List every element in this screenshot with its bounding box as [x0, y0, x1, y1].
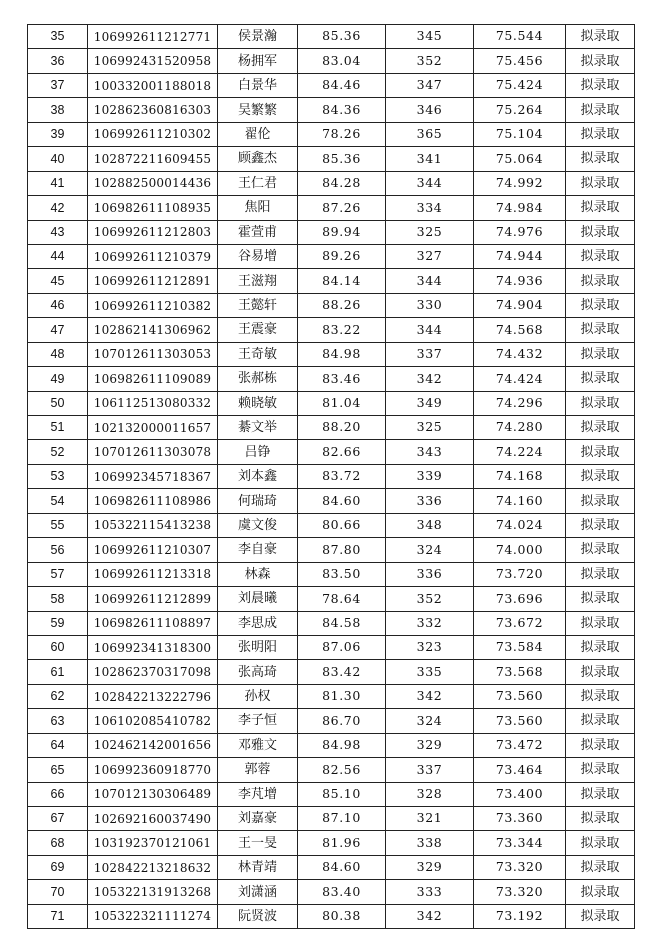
written-score: 337 [386, 342, 474, 366]
candidate-id: 106992611210307 [88, 538, 218, 562]
written-score: 349 [386, 391, 474, 415]
interview-score: 78.26 [298, 122, 386, 146]
interview-score: 84.60 [298, 489, 386, 513]
candidate-id: 105322321111274 [88, 904, 218, 928]
candidate-name: 邓雅文 [218, 733, 298, 757]
candidate-name: 刘本鑫 [218, 464, 298, 488]
table-row [28, 782, 635, 806]
admission-status: 拟录取 [566, 196, 635, 220]
table-row [28, 880, 635, 904]
written-score: 352 [386, 587, 474, 611]
total-score: 74.024 [474, 513, 566, 537]
admission-status: 拟录取 [566, 831, 635, 855]
interview-score: 84.46 [298, 73, 386, 97]
table-row [28, 758, 635, 782]
candidate-id: 106982611108935 [88, 196, 218, 220]
candidate-name: 白景华 [218, 73, 298, 97]
written-score: 321 [386, 807, 474, 831]
candidate-id: 106992611210302 [88, 122, 218, 146]
total-score: 74.432 [474, 342, 566, 366]
candidate-id: 105322131913268 [88, 880, 218, 904]
interview-score: 83.22 [298, 318, 386, 342]
table-row [28, 904, 635, 928]
table-row [28, 513, 635, 537]
candidate-id: 107012611303053 [88, 342, 218, 366]
written-score: 342 [386, 367, 474, 391]
candidate-name: 林森 [218, 562, 298, 586]
table-row [28, 660, 635, 684]
candidate-name: 张明阳 [218, 635, 298, 659]
written-score: 337 [386, 758, 474, 782]
table-row [28, 538, 635, 562]
admission-status: 拟录取 [566, 171, 635, 195]
candidate-name: 李芃增 [218, 782, 298, 806]
interview-score: 84.98 [298, 342, 386, 366]
candidate-name: 吴繁繁 [218, 98, 298, 122]
admission-status: 拟录取 [566, 660, 635, 684]
table-row [28, 587, 635, 611]
row-number: 53 [28, 464, 88, 488]
interview-score: 84.60 [298, 855, 386, 879]
table-row [28, 73, 635, 97]
candidate-id: 106982611108986 [88, 489, 218, 513]
admission-status: 拟录取 [566, 733, 635, 757]
total-score: 73.560 [474, 684, 566, 708]
admission-status: 拟录取 [566, 611, 635, 635]
interview-score: 85.10 [298, 782, 386, 806]
row-number: 61 [28, 660, 88, 684]
table-row [28, 855, 635, 879]
admission-status: 拟录取 [566, 269, 635, 293]
candidate-id: 106992611210379 [88, 244, 218, 268]
admission-table [27, 24, 635, 929]
total-score: 74.976 [474, 220, 566, 244]
total-score: 75.064 [474, 147, 566, 171]
table-row [28, 98, 635, 122]
written-score: 345 [386, 25, 474, 49]
row-number: 38 [28, 98, 88, 122]
candidate-name: 林青靖 [218, 855, 298, 879]
total-score: 73.472 [474, 733, 566, 757]
row-number: 35 [28, 25, 88, 49]
written-score: 365 [386, 122, 474, 146]
interview-score: 81.30 [298, 684, 386, 708]
admission-status: 拟录取 [566, 464, 635, 488]
candidate-id: 102862141306962 [88, 318, 218, 342]
row-number: 66 [28, 782, 88, 806]
written-score: 344 [386, 171, 474, 195]
written-score: 324 [386, 709, 474, 733]
row-number: 49 [28, 367, 88, 391]
total-score: 74.944 [474, 244, 566, 268]
total-score: 74.424 [474, 367, 566, 391]
admission-status: 拟录取 [566, 855, 635, 879]
candidate-name: 焦阳 [218, 196, 298, 220]
admission-status: 拟录取 [566, 562, 635, 586]
written-score: 348 [386, 513, 474, 537]
row-number: 69 [28, 855, 88, 879]
table-row [28, 293, 635, 317]
written-score: 329 [386, 733, 474, 757]
candidate-name: 王一旻 [218, 831, 298, 855]
candidate-id: 106992611213318 [88, 562, 218, 586]
interview-score: 83.40 [298, 880, 386, 904]
total-score: 75.104 [474, 122, 566, 146]
admission-status: 拟录取 [566, 25, 635, 49]
admission-status: 拟录取 [566, 758, 635, 782]
candidate-id: 106982611109089 [88, 367, 218, 391]
total-score: 73.584 [474, 635, 566, 659]
total-score: 73.560 [474, 709, 566, 733]
candidate-id: 102692160037490 [88, 807, 218, 831]
admission-status: 拟录取 [566, 416, 635, 440]
total-score: 75.544 [474, 25, 566, 49]
total-score: 73.672 [474, 611, 566, 635]
row-number: 44 [28, 244, 88, 268]
admission-status: 拟录取 [566, 122, 635, 146]
admission-status: 拟录取 [566, 391, 635, 415]
candidate-name: 翟伦 [218, 122, 298, 146]
candidate-name: 阮贤波 [218, 904, 298, 928]
interview-score: 81.96 [298, 831, 386, 855]
candidate-name: 刘潇涵 [218, 880, 298, 904]
written-score: 332 [386, 611, 474, 635]
written-score: 327 [386, 244, 474, 268]
candidate-id: 106992611212771 [88, 25, 218, 49]
table-row [28, 342, 635, 366]
candidate-id: 105322115413238 [88, 513, 218, 537]
admission-status: 拟录取 [566, 367, 635, 391]
row-number: 40 [28, 147, 88, 171]
candidate-id: 106992341318300 [88, 635, 218, 659]
candidate-id: 106992360918770 [88, 758, 218, 782]
table-row [28, 562, 635, 586]
candidate-id: 102842213218632 [88, 855, 218, 879]
interview-score: 80.38 [298, 904, 386, 928]
total-score: 74.000 [474, 538, 566, 562]
candidate-id: 100332001188018 [88, 73, 218, 97]
row-number: 63 [28, 709, 88, 733]
candidate-name: 李自豪 [218, 538, 298, 562]
admission-status: 拟录取 [566, 880, 635, 904]
candidate-name: 虞文俊 [218, 513, 298, 537]
candidate-id: 102842213222796 [88, 684, 218, 708]
written-score: 341 [386, 147, 474, 171]
written-score: 347 [386, 73, 474, 97]
candidate-name: 綦文举 [218, 416, 298, 440]
admission-status: 拟录取 [566, 513, 635, 537]
written-score: 330 [386, 293, 474, 317]
written-score: 339 [386, 464, 474, 488]
written-score: 338 [386, 831, 474, 855]
candidate-name: 王懿轩 [218, 293, 298, 317]
row-number: 36 [28, 49, 88, 73]
candidate-id: 106112513080332 [88, 391, 218, 415]
candidate-name: 孙权 [218, 684, 298, 708]
row-number: 41 [28, 171, 88, 195]
candidate-id: 107012611303078 [88, 440, 218, 464]
total-score: 74.992 [474, 171, 566, 195]
candidate-id: 102882500014436 [88, 171, 218, 195]
admission-status: 拟录取 [566, 318, 635, 342]
table-row [28, 220, 635, 244]
interview-score: 89.26 [298, 244, 386, 268]
candidate-id: 106992611212803 [88, 220, 218, 244]
total-score: 73.360 [474, 807, 566, 831]
total-score: 73.720 [474, 562, 566, 586]
admission-status: 拟录取 [566, 342, 635, 366]
row-number: 42 [28, 196, 88, 220]
table-row [28, 147, 635, 171]
table-row [28, 391, 635, 415]
admission-status: 拟录取 [566, 220, 635, 244]
table-row [28, 269, 635, 293]
admission-status: 拟录取 [566, 587, 635, 611]
row-number: 48 [28, 342, 88, 366]
interview-score: 87.10 [298, 807, 386, 831]
written-score: 342 [386, 684, 474, 708]
table-row [28, 733, 635, 757]
row-number: 51 [28, 416, 88, 440]
candidate-id: 106992611212891 [88, 269, 218, 293]
written-score: 352 [386, 49, 474, 73]
candidate-name: 侯景瀚 [218, 25, 298, 49]
interview-score: 83.72 [298, 464, 386, 488]
candidate-name: 谷易增 [218, 244, 298, 268]
total-score: 74.160 [474, 489, 566, 513]
written-score: 324 [386, 538, 474, 562]
candidate-name: 刘晨曦 [218, 587, 298, 611]
interview-score: 83.42 [298, 660, 386, 684]
interview-score: 87.26 [298, 196, 386, 220]
row-number: 52 [28, 440, 88, 464]
interview-score: 84.14 [298, 269, 386, 293]
interview-score: 81.04 [298, 391, 386, 415]
candidate-name: 何瑞琦 [218, 489, 298, 513]
candidate-name: 赖晓敏 [218, 391, 298, 415]
admission-status: 拟录取 [566, 709, 635, 733]
row-number: 65 [28, 758, 88, 782]
table-row [28, 611, 635, 635]
table-row [28, 807, 635, 831]
total-score: 74.984 [474, 196, 566, 220]
total-score: 73.696 [474, 587, 566, 611]
candidate-id: 102862360816303 [88, 98, 218, 122]
admission-status: 拟录取 [566, 489, 635, 513]
candidate-id: 106102085410782 [88, 709, 218, 733]
table-body [28, 25, 635, 929]
total-score: 74.296 [474, 391, 566, 415]
candidate-name: 李思成 [218, 611, 298, 635]
total-score: 75.424 [474, 73, 566, 97]
interview-score: 82.56 [298, 758, 386, 782]
table-row [28, 489, 635, 513]
candidate-id: 106992611210382 [88, 293, 218, 317]
interview-score: 84.28 [298, 171, 386, 195]
candidate-name: 王仁君 [218, 171, 298, 195]
admission-status: 拟录取 [566, 98, 635, 122]
total-score: 75.264 [474, 98, 566, 122]
candidate-name: 刘嘉豪 [218, 807, 298, 831]
written-score: 343 [386, 440, 474, 464]
row-number: 60 [28, 635, 88, 659]
row-number: 50 [28, 391, 88, 415]
interview-score: 85.36 [298, 25, 386, 49]
admission-status: 拟录取 [566, 684, 635, 708]
table-row [28, 440, 635, 464]
row-number: 58 [28, 587, 88, 611]
table-row [28, 171, 635, 195]
total-score: 73.344 [474, 831, 566, 855]
interview-score: 88.26 [298, 293, 386, 317]
row-number: 64 [28, 733, 88, 757]
written-score: 336 [386, 562, 474, 586]
row-number: 37 [28, 73, 88, 97]
written-score: 333 [386, 880, 474, 904]
candidate-name: 王震豪 [218, 318, 298, 342]
interview-score: 87.80 [298, 538, 386, 562]
interview-score: 83.04 [298, 49, 386, 73]
interview-score: 87.06 [298, 635, 386, 659]
row-number: 39 [28, 122, 88, 146]
row-number: 45 [28, 269, 88, 293]
admission-status: 拟录取 [566, 147, 635, 171]
written-score: 336 [386, 489, 474, 513]
candidate-id: 106992431520958 [88, 49, 218, 73]
admission-status: 拟录取 [566, 807, 635, 831]
row-number: 46 [28, 293, 88, 317]
interview-score: 89.94 [298, 220, 386, 244]
candidate-name: 郭蓉 [218, 758, 298, 782]
table-row [28, 709, 635, 733]
row-number: 43 [28, 220, 88, 244]
written-score: 335 [386, 660, 474, 684]
candidate-id: 106992611212899 [88, 587, 218, 611]
candidate-name: 张郝栋 [218, 367, 298, 391]
total-score: 73.464 [474, 758, 566, 782]
row-number: 59 [28, 611, 88, 635]
candidate-name: 顾鑫杰 [218, 147, 298, 171]
interview-score: 86.70 [298, 709, 386, 733]
table-row [28, 244, 635, 268]
candidate-id: 102132000011657 [88, 416, 218, 440]
admission-status: 拟录取 [566, 440, 635, 464]
admission-status: 拟录取 [566, 49, 635, 73]
written-score: 334 [386, 196, 474, 220]
table-row [28, 367, 635, 391]
total-score: 74.904 [474, 293, 566, 317]
row-number: 70 [28, 880, 88, 904]
table-row [28, 318, 635, 342]
admission-status: 拟录取 [566, 904, 635, 928]
row-number: 55 [28, 513, 88, 537]
interview-score: 80.66 [298, 513, 386, 537]
interview-score: 88.20 [298, 416, 386, 440]
admission-status: 拟录取 [566, 538, 635, 562]
candidate-id: 107012130306489 [88, 782, 218, 806]
total-score: 73.568 [474, 660, 566, 684]
total-score: 74.568 [474, 318, 566, 342]
candidate-name: 杨拥军 [218, 49, 298, 73]
candidate-id: 106992345718367 [88, 464, 218, 488]
written-score: 342 [386, 904, 474, 928]
written-score: 325 [386, 220, 474, 244]
candidate-id: 102462142001656 [88, 733, 218, 757]
table-row [28, 831, 635, 855]
table-row [28, 25, 635, 49]
admission-status: 拟录取 [566, 293, 635, 317]
table-row [28, 196, 635, 220]
row-number: 67 [28, 807, 88, 831]
interview-score: 84.98 [298, 733, 386, 757]
written-score: 328 [386, 782, 474, 806]
admission-status: 拟录取 [566, 635, 635, 659]
row-number: 62 [28, 684, 88, 708]
total-score: 73.400 [474, 782, 566, 806]
table-row [28, 49, 635, 73]
total-score: 75.456 [474, 49, 566, 73]
total-score: 74.224 [474, 440, 566, 464]
candidate-name: 李子恒 [218, 709, 298, 733]
total-score: 74.168 [474, 464, 566, 488]
interview-score: 84.58 [298, 611, 386, 635]
admission-status: 拟录取 [566, 73, 635, 97]
row-number: 57 [28, 562, 88, 586]
row-number: 56 [28, 538, 88, 562]
candidate-id: 103192370121061 [88, 831, 218, 855]
table-row [28, 464, 635, 488]
admission-status: 拟录取 [566, 782, 635, 806]
interview-score: 78.64 [298, 587, 386, 611]
written-score: 329 [386, 855, 474, 879]
table-row [28, 684, 635, 708]
candidate-id: 102872211609455 [88, 147, 218, 171]
total-score: 73.320 [474, 880, 566, 904]
table-row [28, 416, 635, 440]
interview-score: 83.50 [298, 562, 386, 586]
total-score: 73.192 [474, 904, 566, 928]
table-row [28, 122, 635, 146]
interview-score: 82.66 [298, 440, 386, 464]
candidate-id: 102862370317098 [88, 660, 218, 684]
row-number: 54 [28, 489, 88, 513]
interview-score: 85.36 [298, 147, 386, 171]
admission-status: 拟录取 [566, 244, 635, 268]
candidate-id: 106982611108897 [88, 611, 218, 635]
written-score: 344 [386, 269, 474, 293]
candidate-name: 吕铮 [218, 440, 298, 464]
row-number: 47 [28, 318, 88, 342]
total-score: 74.280 [474, 416, 566, 440]
candidate-name: 王滋翔 [218, 269, 298, 293]
total-score: 74.936 [474, 269, 566, 293]
candidate-name: 张高琦 [218, 660, 298, 684]
written-score: 325 [386, 416, 474, 440]
candidate-name: 王奇敏 [218, 342, 298, 366]
interview-score: 84.36 [298, 98, 386, 122]
row-number: 71 [28, 904, 88, 928]
row-number: 68 [28, 831, 88, 855]
interview-score: 83.46 [298, 367, 386, 391]
written-score: 344 [386, 318, 474, 342]
table-row [28, 635, 635, 659]
written-score: 346 [386, 98, 474, 122]
total-score: 73.320 [474, 855, 566, 879]
candidate-name: 霍萱甫 [218, 220, 298, 244]
written-score: 323 [386, 635, 474, 659]
